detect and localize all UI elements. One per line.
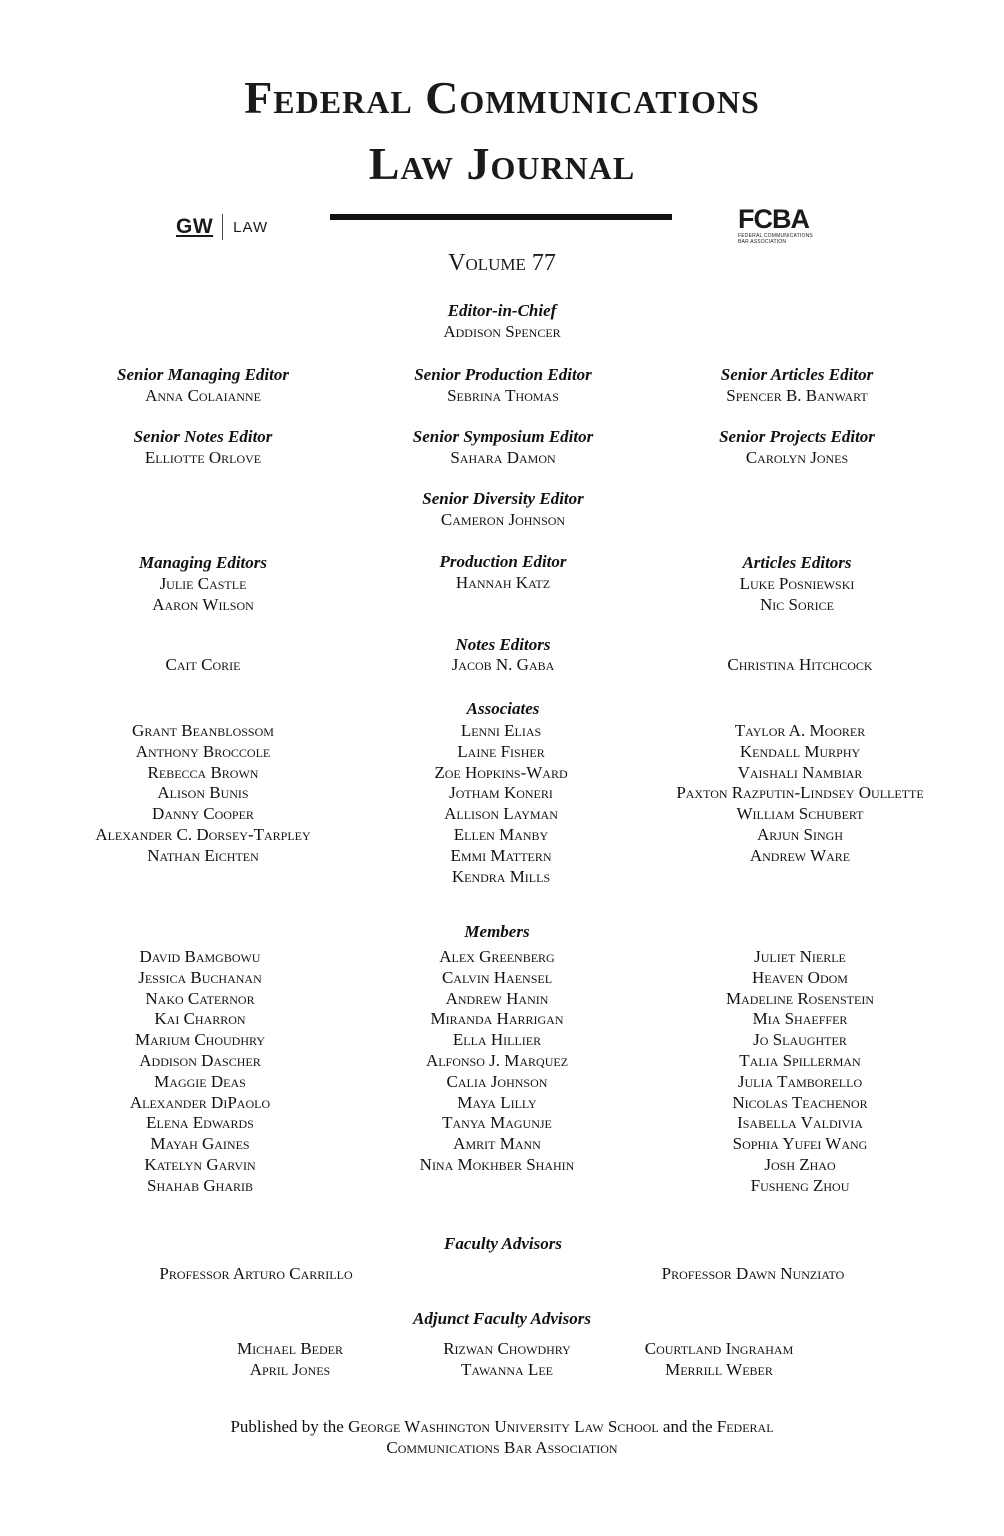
law-school-name: George Washington University Law School bbox=[348, 1417, 659, 1436]
member-name: Julia Tamborello bbox=[737, 1071, 863, 1091]
member-name: Madeline Rosenstein bbox=[725, 988, 875, 1008]
associate-name: Zoe Hopkins-Ward bbox=[434, 762, 568, 782]
fcba-logo-subtext: FEDERAL COMMUNICATIONS BAR ASSOCIATION bbox=[738, 233, 813, 245]
member-name: Katelyn Garvin bbox=[144, 1154, 256, 1174]
associate-name: Lenni Elias bbox=[460, 721, 542, 740]
adjunct-advisor-name: Michael Beder bbox=[236, 1339, 344, 1358]
associate-name: Laine Fisher bbox=[457, 741, 545, 761]
faculty-advisor-name: Professor Dawn Nunziato bbox=[661, 1264, 845, 1283]
articles-editor-name: Nic Sorice bbox=[760, 595, 834, 614]
member-name: Alfonso J. Marquez bbox=[425, 1050, 569, 1070]
adjunct-advisor-name: Courtland Ingraham bbox=[644, 1339, 794, 1358]
and-the-text: and the bbox=[658, 1417, 717, 1436]
associate-name: Arjun Singh bbox=[757, 824, 843, 844]
adjunct-list-left bbox=[237, 1339, 343, 1381]
gw-law-logo bbox=[176, 210, 268, 244]
members-list-left bbox=[130, 947, 270, 1197]
member-name: David Bamgbowu bbox=[139, 947, 261, 966]
senior-diversity-name: Cameron Johnson bbox=[440, 510, 566, 529]
member-name: Nicolas Teachenor bbox=[732, 1092, 868, 1112]
adjunct-list-right bbox=[645, 1339, 794, 1381]
member-name: Maggie Deas bbox=[154, 1071, 246, 1091]
member-name: Nina Mokhber Shahin bbox=[419, 1154, 575, 1174]
senior-notes-heading: Senior Notes Editor bbox=[133, 427, 273, 446]
member-name: Mia Shaeffer bbox=[752, 1009, 848, 1029]
associates-list-left bbox=[95, 721, 310, 867]
adjunct-advisor-name: Rizwan Chowdhry bbox=[443, 1339, 571, 1358]
member-name: Amrit Mann bbox=[453, 1134, 541, 1154]
managing-editors-heading: Managing Editors bbox=[138, 553, 268, 572]
adjunct-advisor-name: April Jones bbox=[249, 1359, 331, 1379]
associate-name: Andrew Ware bbox=[749, 845, 851, 865]
senior-symposium-name: Sahara Damon bbox=[450, 448, 556, 467]
bar-association-name-part1: Federal bbox=[716, 1417, 774, 1436]
editor-in-chief-heading: Editor-in-Chief bbox=[447, 301, 557, 320]
member-name: Isabella Valdivia bbox=[737, 1113, 863, 1133]
adjunct-advisors-heading: Adjunct Faculty Advisors bbox=[413, 1309, 591, 1328]
member-name: Alex Greenberg bbox=[439, 947, 555, 966]
adjunct-advisor-name: Tawanna Lee bbox=[460, 1359, 554, 1379]
senior-managing-heading: Senior Managing Editor bbox=[117, 365, 289, 384]
member-name: Ella Hillier bbox=[452, 1030, 542, 1050]
faculty-advisor-name: Professor Arturo Carrillo bbox=[159, 1264, 353, 1283]
notes-editor-name: Christina Hitchcock bbox=[727, 655, 873, 674]
associate-name: Anthony Broccole bbox=[135, 741, 271, 761]
fcba-logo bbox=[738, 205, 818, 245]
member-name: Jessica Buchanan bbox=[138, 967, 262, 987]
member-name: Tanya Magunje bbox=[442, 1113, 552, 1133]
member-name: Josh Zhao bbox=[764, 1154, 836, 1174]
associates-list-right bbox=[676, 721, 923, 867]
publisher-note bbox=[0, 1416, 1004, 1458]
members-list-right bbox=[726, 947, 874, 1197]
volume-label: Volume 77 bbox=[448, 250, 556, 276]
associate-name: Alexander C. Dorsey-Tarpley bbox=[95, 824, 311, 844]
associate-name: Alison Bunis bbox=[157, 783, 249, 803]
member-name: Alexander DiPaolo bbox=[129, 1092, 271, 1112]
managing-editor-name: Julie Castle bbox=[159, 574, 247, 593]
member-name: Jo Slaughter bbox=[753, 1030, 847, 1050]
member-name: Elena Edwards bbox=[146, 1113, 254, 1133]
gw-law-text: LAW bbox=[233, 218, 269, 236]
member-name: Talia Spillerman bbox=[739, 1050, 861, 1070]
senior-projects-name: Carolyn Jones bbox=[745, 448, 849, 467]
editor-in-chief-name: Addison Spencer bbox=[443, 322, 561, 341]
journal-title-line1: Federal Communications bbox=[244, 72, 760, 123]
associate-name: Allison Layman bbox=[444, 804, 558, 824]
member-name: Maya Lilly bbox=[457, 1092, 537, 1112]
associate-name: Kendra Mills bbox=[451, 866, 551, 886]
member-name: Sophia Yufei Wang bbox=[732, 1134, 868, 1154]
associate-name: Rebecca Brown bbox=[147, 762, 259, 782]
articles-editor-name: Luke Posniewski bbox=[739, 574, 855, 593]
associate-name: William Schubert bbox=[736, 804, 864, 824]
member-name: Mayah Gaines bbox=[150, 1134, 250, 1154]
member-name: Heaven Odom bbox=[752, 967, 848, 987]
associate-name: Danny Cooper bbox=[152, 804, 254, 824]
managing-editor-name: Aaron Wilson bbox=[152, 595, 254, 614]
senior-articles-heading: Senior Articles Editor bbox=[720, 365, 874, 384]
member-name: Marium Choudhry bbox=[134, 1030, 266, 1050]
notes-editors-heading: Notes Editors bbox=[455, 635, 551, 654]
associate-name: Kendall Murphy bbox=[739, 741, 861, 761]
associate-name: Jotham Koneri bbox=[449, 783, 553, 803]
adjunct-advisor-name: Merrill Weber bbox=[665, 1359, 773, 1379]
faculty-advisors-heading: Faculty Advisors bbox=[444, 1234, 562, 1253]
senior-diversity-heading: Senior Diversity Editor bbox=[422, 489, 584, 508]
articles-editors-heading: Articles Editors bbox=[742, 553, 852, 572]
adjunct-list-center bbox=[443, 1339, 571, 1381]
senior-managing-name: Anna Colaianne bbox=[145, 386, 261, 405]
publisher-line-1 bbox=[0, 1416, 1004, 1437]
senior-production-heading: Senior Production Editor bbox=[414, 365, 592, 384]
notes-editor-name: Jacob N. Gaba bbox=[451, 655, 555, 674]
associate-name: Paxton Razputin-Lindsey Oullette bbox=[676, 783, 924, 803]
associate-name: Emmi Mattern bbox=[450, 845, 552, 865]
published-by-text: Published by the bbox=[230, 1417, 349, 1436]
member-name: Fusheng Zhou bbox=[750, 1175, 850, 1195]
associate-name: Nathan Eichten bbox=[147, 845, 259, 865]
notes-editor-name: Cait Corie bbox=[165, 655, 241, 674]
production-editor-heading: Production Editor bbox=[439, 552, 567, 571]
journal-title-line2: Law Journal bbox=[368, 138, 636, 189]
members-list-center bbox=[420, 947, 575, 1176]
fcba-logo-text: FCBA bbox=[738, 204, 809, 234]
member-name: Addison Dascher bbox=[139, 1050, 261, 1070]
member-name: Kai Charron bbox=[154, 1009, 246, 1029]
associate-name: Ellen Manby bbox=[453, 824, 549, 844]
member-name: Shahab Gharib bbox=[147, 1175, 253, 1195]
gw-logo-text: GW bbox=[176, 215, 214, 238]
logo-divider bbox=[222, 214, 223, 240]
senior-production-name: Sebrina Thomas bbox=[447, 386, 559, 405]
member-name: Nako Caternor bbox=[145, 988, 255, 1008]
member-name: Calvin Haensel bbox=[441, 967, 553, 987]
associates-list-center bbox=[434, 721, 567, 887]
title-rule bbox=[330, 214, 672, 220]
associates-heading: Associates bbox=[466, 699, 540, 718]
production-editor-name: Hannah Katz bbox=[455, 573, 551, 592]
member-name: Calia Johnson bbox=[446, 1071, 548, 1091]
member-name: Andrew Hanin bbox=[445, 988, 549, 1008]
associate-name: Vaishali Nambiar bbox=[737, 762, 863, 782]
associate-name: Grant Beanblossom bbox=[132, 721, 274, 740]
bar-association-name-part2: Communications Bar Association bbox=[386, 1438, 618, 1457]
member-name: Juliet Nierle bbox=[754, 947, 846, 966]
senior-symposium-heading: Senior Symposium Editor bbox=[412, 427, 594, 446]
associate-name: Taylor A. Moorer bbox=[734, 721, 866, 740]
senior-notes-name: Elliotte Orlove bbox=[144, 448, 262, 467]
members-heading: Members bbox=[464, 922, 530, 941]
senior-projects-heading: Senior Projects Editor bbox=[719, 427, 875, 446]
senior-articles-name: Spencer B. Banwart bbox=[726, 386, 868, 405]
member-name: Miranda Harrigan bbox=[430, 1009, 564, 1029]
